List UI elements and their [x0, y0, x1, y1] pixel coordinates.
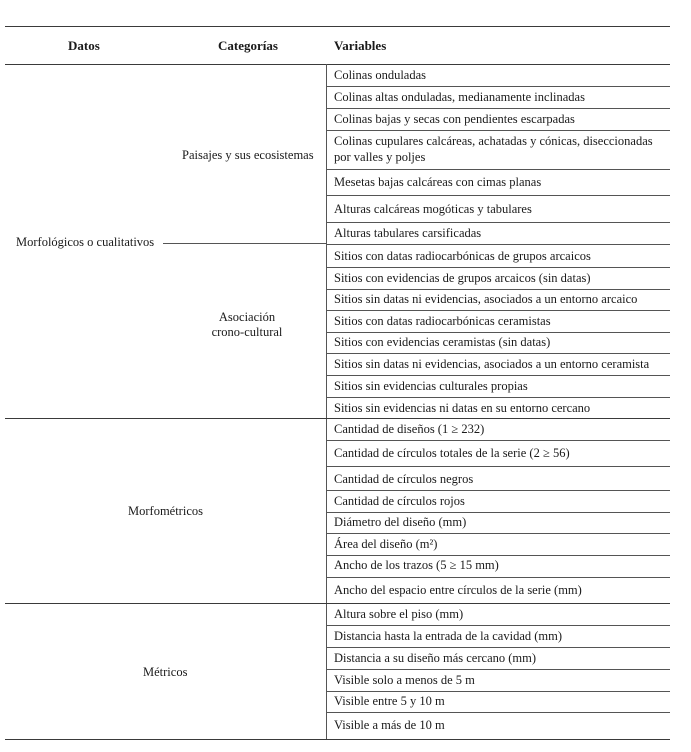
group-label-morfologicos: Morfológicos o cualitativos [16, 235, 155, 249]
group-separator-morfometricos [5, 418, 670, 419]
row-separator [326, 397, 670, 398]
row-separator [326, 332, 670, 333]
variable-cell: Cantidad de círculos negros [334, 472, 474, 486]
variable-cell: Distancia hasta la entrada de la cavidad (mm) [334, 629, 563, 643]
row-separator [326, 712, 670, 713]
group-separator-metricos [5, 603, 670, 604]
row-separator [326, 440, 670, 441]
variable-cell: Cantidad de círculos rojos [334, 494, 465, 508]
variable-cell: Alturas tabulares carsificadas [334, 226, 482, 240]
row-separator [326, 169, 670, 170]
row-separator [326, 195, 670, 196]
row-separator [326, 691, 670, 692]
row-separator [326, 310, 670, 311]
category-label-paisajes: Paisajes y sus ecosistemas [182, 148, 314, 162]
row-separator [326, 353, 670, 354]
variable-cell: Visible entre 5 y 10 m [334, 694, 445, 708]
variable-cell: Sitios con datas radiocarbónicas ceramistas [334, 314, 551, 328]
row-separator [326, 244, 670, 245]
row-separator [326, 577, 670, 578]
variable-cell: Sitios con evidencias ceramistas (sin datas) [334, 335, 551, 349]
variable-cell: Sitios sin datas ni evidencias, asociados a un entorno ceramista [334, 357, 650, 371]
variable-cell: Sitios sin evidencias culturales propias [334, 379, 528, 393]
group-label-metricos: Métricos [143, 665, 188, 679]
row-separator [326, 533, 670, 534]
variable-cell: Sitios sin evidencias ni datas en su entorno cercano [334, 401, 591, 415]
variable-cell: por valles y poljes [334, 150, 426, 164]
group-connector-line [163, 243, 326, 244]
row-separator [326, 466, 670, 467]
row-separator [326, 267, 670, 268]
header-datos: Datos [68, 38, 100, 53]
row-separator [326, 289, 670, 290]
row-separator [326, 647, 670, 648]
variable-cell: Visible solo a menos de 5 m [334, 673, 475, 687]
table-top-rule [5, 26, 670, 27]
row-separator [326, 108, 670, 109]
row-separator [326, 130, 670, 131]
variable-cell: Área del diseño (m²) [334, 537, 438, 551]
table-bottom-rule [5, 739, 670, 740]
variables-column-divider [326, 64, 327, 740]
row-separator [326, 555, 670, 556]
row-separator [326, 375, 670, 376]
variable-cell: Ancho de los trazos (5 ≥ 15 mm) [334, 558, 499, 572]
row-separator [326, 669, 670, 670]
category-label-asociacion-line1: Asociación [218, 310, 276, 324]
variable-cell: Diámetro del diseño (mm) [334, 515, 467, 529]
variable-cell: Sitios con evidencias de grupos arcaicos (sin datas) [334, 271, 591, 285]
variable-cell: Colinas onduladas [334, 68, 427, 82]
variable-cell: Colinas bajas y secas con pendientes escarpadas [334, 112, 575, 126]
row-separator [326, 625, 670, 626]
variable-cell: Distancia a su diseño más cercano (mm) [334, 651, 537, 665]
row-separator [326, 490, 670, 491]
variable-cell: Sitios con datas radiocarbónicas de grupos arcaicos [334, 249, 591, 263]
variable-cell: Colinas altas onduladas, medianamente inclinadas [334, 90, 585, 104]
header-categorias: Categorías [218, 38, 278, 53]
row-separator [326, 512, 670, 513]
variable-cell: Sitios sin datas ni evidencias, asociados a un entorno arcaico [334, 292, 638, 306]
variable-cell: Mesetas bajas calcáreas con cimas planas [334, 175, 542, 189]
variable-cell: Visible a más de 10 m [334, 718, 445, 732]
header-bottom-rule [5, 64, 670, 65]
header-variables: Variables [334, 38, 387, 53]
category-label-asociacion-line2: crono-cultural [211, 325, 283, 339]
variable-cell: Colinas cupulares calcáreas, achatadas y cónicas, diseccionadas [334, 134, 653, 148]
group-label-morfometricos: Morfométricos [128, 504, 203, 518]
variable-cell: Cantidad de círculos totales de la serie (2 ≥ 56) [334, 446, 570, 460]
row-separator [326, 86, 670, 87]
row-separator [326, 222, 670, 223]
variable-cell: Cantidad de diseños (1 ≥ 232) [334, 422, 485, 436]
variable-cell: Ancho del espacio entre círculos de la serie (mm) [334, 583, 582, 597]
variable-cell: Altura sobre el piso (mm) [334, 607, 464, 621]
variable-cell: Alturas calcáreas mogóticas y tabulares [334, 202, 532, 216]
